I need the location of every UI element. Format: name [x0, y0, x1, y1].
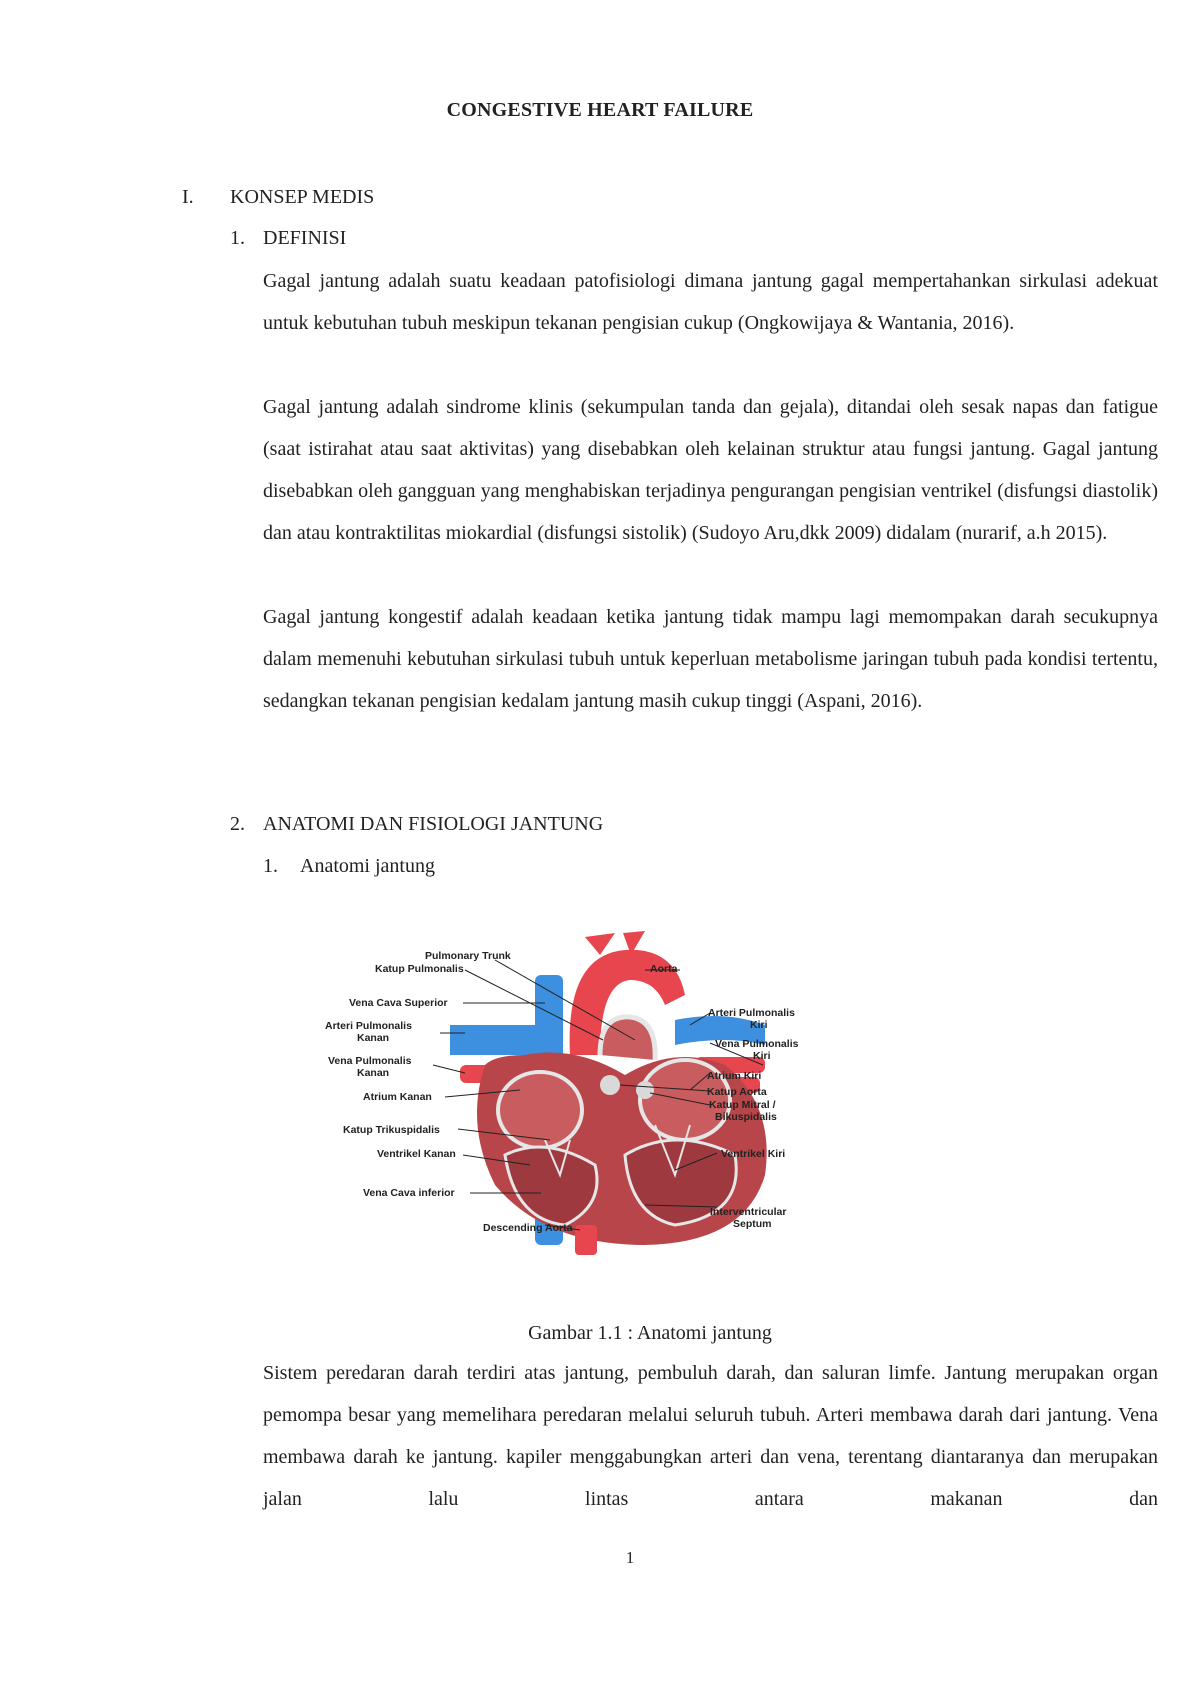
heart-anatomy-figure — [325, 925, 905, 1265]
label-katup-mitral-2: Bikuspidalis — [715, 1111, 777, 1123]
subsection-heading-anatomi: ANATOMI DAN FISIOLOGI JANTUNG — [263, 813, 604, 835]
label-pulmonary-trunk: Pulmonary Trunk — [425, 950, 511, 962]
subsection-number: 2. — [230, 813, 245, 835]
section-heading: KONSEP MEDIS — [230, 186, 375, 208]
anatomi-paragraph: Sistem peredaran darah terdiri atas jantung, pembuluh darah, dan saluran limfe. Jantung merupakan organ pemompa besar yang memelihara peredaran melalui seluruh tubuh. Arteri membawa darah dari jantung. Vena membawa darah ke jantung. kapiler menggabungkan arteri dan vena, terentang diantaranya dan merupakan jalan lalu lintas antara makanan dan — [263, 1362, 1158, 1510]
subsection-heading-definisi: DEFINISI — [263, 227, 347, 249]
label-arteri-pulmonalis-kanan-2: Kanan — [357, 1032, 390, 1044]
label-interventricular-septum: Interventricular — [710, 1206, 787, 1218]
pulmonary-trunk-shape — [600, 1017, 655, 1060]
label-katup-trikuspidalis: Katup Trikuspidalis — [343, 1124, 440, 1136]
label-arteri-pulmonalis-kiri: Arteri Pulmonalis — [708, 1007, 795, 1019]
atrium-kanan-shape — [498, 1072, 582, 1148]
label-atrium-kanan: Atrium Kanan — [363, 1091, 432, 1103]
label-aorta: Aorta — [650, 963, 678, 975]
heart-diagram — [325, 925, 905, 1265]
label-vena-pulmonalis-kanan: Vena Pulmonalis — [328, 1055, 412, 1067]
figure-caption: Gambar 1.1 : Anatomi jantung — [528, 1322, 772, 1344]
section-numeral: I. — [182, 186, 194, 208]
label-descending-aorta: Descending Aorta — [483, 1222, 573, 1234]
label-arteri-pulmonalis-kiri-2: Kiri — [750, 1019, 768, 1031]
label-atrium-kiri: Atrium Kiri — [707, 1070, 762, 1082]
label-ventrikel-kiri: Ventrikel Kiri — [721, 1148, 786, 1160]
arteri-pulmonalis-kanan-shape — [450, 1025, 540, 1055]
document-title: CONGESTIVE HEART FAILURE — [446, 99, 754, 121]
label-interventricular-septum-2: Septum — [733, 1218, 772, 1230]
sub-subsection-heading: Anatomi jantung — [300, 855, 435, 877]
subsection-number: 1. — [230, 227, 245, 249]
label-katup-mitral: Katup Mitral / — [709, 1099, 776, 1111]
ventrikel-kanan-shape — [505, 1147, 597, 1225]
label-ventrikel-kanan: Ventrikel Kanan — [377, 1148, 456, 1160]
label-vena-pulmonalis-kiri: Vena Pulmonalis — [715, 1038, 799, 1050]
page-number: 1 — [625, 1548, 635, 1567]
katup-aorta-shape — [600, 1075, 620, 1095]
sub-subsection-number: 1. — [263, 855, 278, 877]
definisi-paragraph-1: Gagal jantung adalah suatu keadaan patofisiologi dimana jantung gagal mempertahankan sirkulasi adekuat untuk kebutuhan tubuh meskipun tekanan pengisian cukup (Ongkowijaya & Wantania, 2016). — [263, 270, 1158, 334]
definisi-paragraph-3: Gagal jantung kongestif adalah keadaan ketika jantung tidak mampu lagi memompakan darah secukupnya dalam memenuhi kebutuhan sirkulasi tubuh untuk keperluan metabolisme jaringan tubuh pada kondisi tertentu, sedangkan tekanan pengisian kedalam jantung masih cukup tinggi (Aspani, 2016). — [263, 606, 1158, 712]
label-vena-pulmonalis-kanan-2: Kanan — [357, 1067, 390, 1079]
label-arteri-pulmonalis-kanan: Arteri Pulmonalis — [325, 1020, 412, 1032]
label-katup-pulmonalis: Katup Pulmonalis — [375, 963, 464, 975]
label-vena-cava-superior: Vena Cava Superior — [349, 997, 448, 1009]
label-vena-pulmonalis-kiri-2: Kiri — [753, 1050, 771, 1062]
label-vena-cava-inferior: Vena Cava inferior — [363, 1187, 455, 1199]
katup-mitral-shape — [636, 1081, 654, 1099]
definisi-paragraph-2: Gagal jantung adalah sindrome klinis (sekumpulan tanda dan gejala), ditandai oleh sesak napas dan fatigue (saat istirahat atau saat aktivitas) yang disebabkan oleh kelainan struktur atau fungsi jantung. Gagal jantung disebabkan oleh gangguan yang menghabiskan terjadinya pengurangan pengisian ventrikel (disfungsi diastolik) dan atau kontraktilitas miokardial (disfungsi sistolik) (Sudoyo Aru,dkk 2009) didalam (nurarif, a.h 2015). — [263, 396, 1158, 544]
label-katup-aorta: Katup Aorta — [707, 1086, 767, 1098]
